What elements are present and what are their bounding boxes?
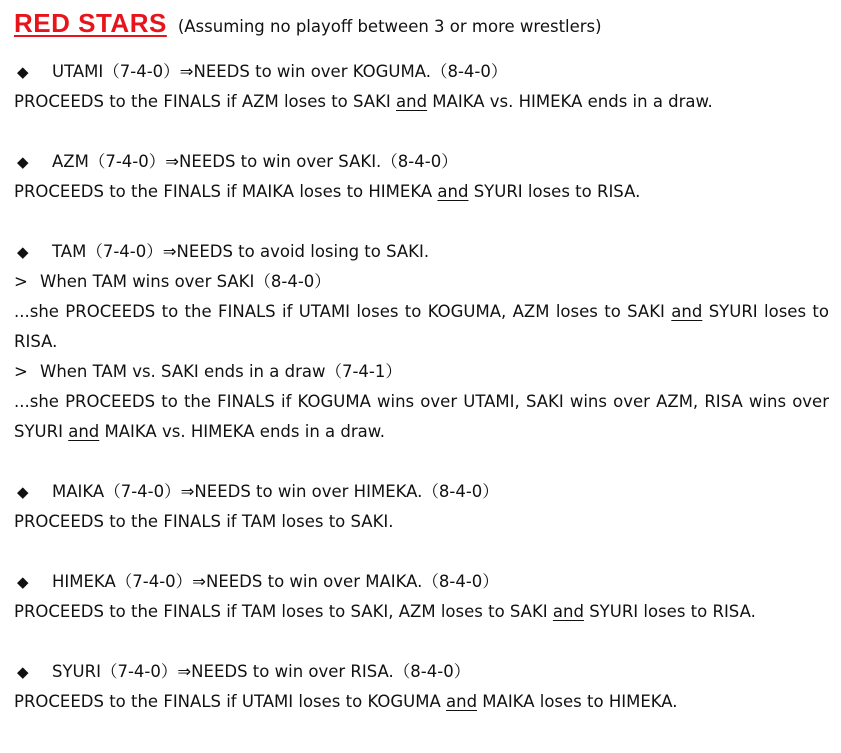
maika-headline-text: MAIKA（7-4-0）⇒NEEDS to win over HIMEKA.（8-4-0）: [52, 482, 499, 501]
tam-case2-part2: MAIKA vs. HIMEKA ends in a draw.: [99, 422, 385, 441]
and-underlined: and: [552, 602, 584, 621]
page-subtitle: (Assuming no playoff between 3 or more wrestlers): [177, 17, 602, 36]
and-underlined: and: [396, 92, 428, 111]
tam-headline: [14, 237, 829, 267]
maika-condition-text: PROCEEDS to the FINALS if TAM loses to SAKI.: [14, 512, 394, 531]
maika-headline: [14, 477, 829, 507]
azm-headline: [14, 147, 829, 177]
syuri-condition-part2: MAIKA loses to HIMEKA.: [477, 692, 678, 711]
himeka-headline-text: HIMEKA（7-4-0）⇒NEEDS to win over MAIKA.（8-4-0）: [52, 572, 499, 591]
diamond-bullet-icon: ◆: [17, 153, 29, 171]
himeka-condition: [14, 597, 829, 627]
azm-condition: [14, 177, 829, 207]
diamond-bullet-icon: ◆: [17, 63, 29, 81]
and-underlined: and: [437, 182, 469, 201]
tam-case1: [14, 267, 829, 297]
maika-condition: [14, 507, 829, 537]
diamond-bullet-icon: ◆: [17, 573, 29, 591]
syuri-condition-part1: PROCEEDS to the FINALS if UTAMI loses to KOGUMA: [14, 692, 446, 711]
azm-condition-part2: SYURI loses to RISA.: [468, 182, 641, 201]
utami-headline-text: UTAMI（7-4-0）⇒NEEDS to win over KOGUMA.（8-4-0）: [52, 62, 508, 81]
chevron-right-icon: >: [14, 272, 28, 291]
utami-condition: [14, 87, 829, 117]
tam-case1-part2: SYURI loses to RISA.: [14, 302, 829, 351]
azm-headline-text: AZM（7-4-0）⇒NEEDS to win over SAKI.（8-4-0）: [52, 152, 458, 171]
and-underlined: and: [68, 422, 100, 441]
tam-case2: [14, 357, 829, 387]
syuri-headline: [14, 657, 829, 687]
page-title: RED STARS: [14, 8, 167, 38]
tam-headline-text: TAM（7-4-0）⇒NEEDS to avoid losing to SAKI.: [52, 242, 430, 261]
document: [14, 8, 829, 717]
diamond-bullet-icon: ◆: [17, 663, 29, 681]
utami-condition-part2: MAIKA vs. HIMEKA ends in a draw.: [427, 92, 713, 111]
azm-condition-part1: PROCEEDS to the FINALS if MAIKA loses to HIMEKA: [14, 182, 438, 201]
tam-case1-condition: [14, 297, 829, 357]
diamond-bullet-icon: ◆: [17, 243, 29, 261]
himeka-condition-part2: SYURI loses to RISA.: [583, 602, 756, 621]
tam-case2-text: When TAM vs. SAKI ends in a draw（7-4-1）: [40, 362, 402, 381]
header: [14, 8, 829, 42]
himeka-condition-part1: PROCEEDS to the FINALS if TAM loses to SAKI, AZM loses to SAKI: [14, 602, 553, 621]
and-underlined: and: [671, 302, 703, 321]
tam-case2-condition: [14, 387, 829, 447]
tam-case2-part1: ...she PROCEEDS to the FINALS if KOGUMA wins over UTAMI, SAKI wins over AZM, RISA wins over SYURI: [14, 392, 829, 441]
tam-case1-part1: ...she PROCEEDS to the FINALS if UTAMI loses to KOGUMA, AZM loses to SAKI: [14, 302, 672, 321]
syuri-condition: [14, 687, 829, 717]
and-underlined: and: [446, 692, 478, 711]
syuri-headline-text: SYURI（7-4-0）⇒NEEDS to win over RISA.（8-4-0）: [52, 662, 471, 681]
diamond-bullet-icon: ◆: [17, 483, 29, 501]
utami-headline: [14, 57, 829, 87]
himeka-headline: [14, 567, 829, 597]
chevron-right-icon: >: [14, 362, 28, 381]
utami-condition-part1: PROCEEDS to the FINALS if AZM loses to SAKI: [14, 92, 397, 111]
tam-case1-text: When TAM wins over SAKI（8-4-0）: [40, 272, 331, 291]
